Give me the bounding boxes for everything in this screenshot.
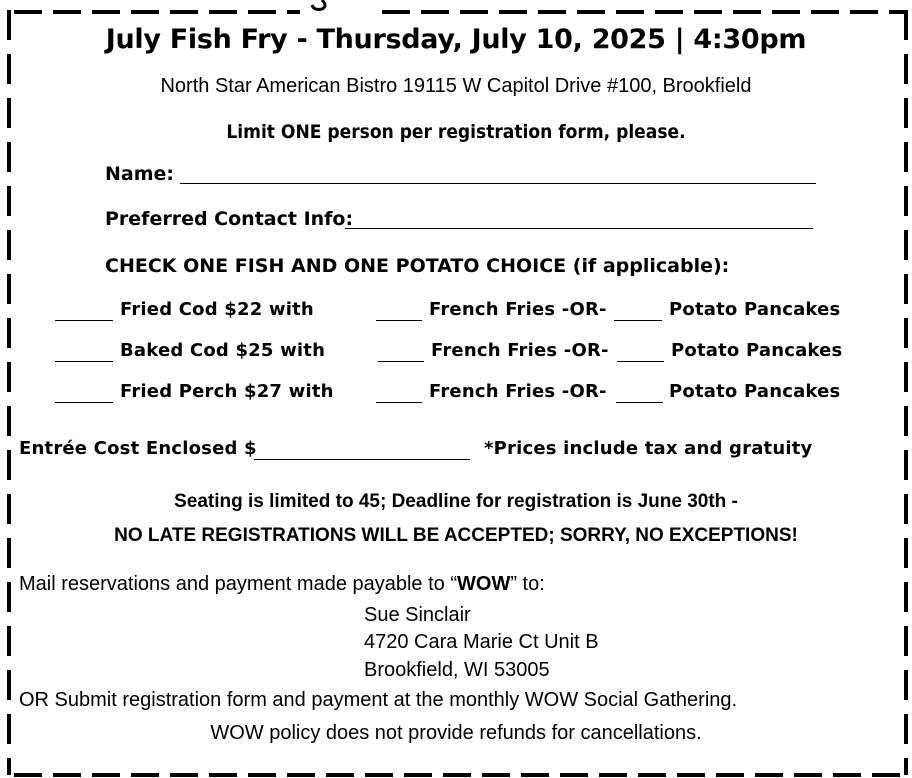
mail-prefix: Mail reservations and payment made payable to “ [19,573,458,595]
pancakes-option-1: Potato Pancakes [669,299,841,320]
contact-label: Preferred Contact Info: [105,208,354,230]
pancakes-option-2: Potato Pancakes [671,340,843,361]
fish-blank-3[interactable] [55,402,113,403]
cost-label: Entrée Cost Enclosed $ [19,438,257,459]
seating-note: Seating is limited to 45; Deadline for registration is June 30th - [174,491,738,512]
pancakes-blank-2[interactable] [617,361,664,362]
venue-address: North Star American Bistro 19115 W Capitol Drive #100, Brookfield [160,75,752,97]
mail-instruction [19,573,545,596]
fish-option-1: Fried Cod $22 with [120,299,314,320]
fish-option-3: Fried Perch $27 with [120,381,334,402]
mail-org: WOW [457,573,511,595]
mail-suffix: ” to: [510,573,545,595]
address-name: Sue Sinclair [364,604,471,626]
name-field[interactable] [180,183,816,184]
limit-note: Limit ONE person per registration form, please. [226,121,686,143]
fish-option-2: Baked Cod $25 with [120,340,326,361]
refund-note: WOW policy does not provide refunds for cancellations. [210,722,702,744]
prices-note: *Prices include tax and gratuity [484,438,813,459]
name-label: Name: [105,163,175,185]
choice-instruction: CHECK ONE FISH AND ONE POTATO CHOICE (if applicable): [105,255,730,277]
address-street: 4720 Cara Marie Ct Unit B [364,631,599,653]
late-registration-note: NO LATE REGISTRATIONS WILL BE ACCEPTED; SORRY, NO EXCEPTIONS! [114,525,798,546]
fries-blank-3[interactable] [376,402,422,403]
contact-field[interactable] [345,228,813,229]
fries-option-2: French Fries -OR- [431,340,609,361]
cost-field[interactable] [254,459,470,460]
pancakes-blank-1[interactable] [614,320,662,321]
pancakes-option-3: Potato Pancakes [669,381,841,402]
fries-option-3: French Fries -OR- [429,381,607,402]
submit-note: OR Submit registration form and payment at the monthly WOW Social Gathering. [19,689,738,711]
fries-option-1: French Fries -OR- [429,299,607,320]
event-heading: July Fish Fry - Thursday, July 10, 2025 | 4:30pm [105,24,807,55]
pancakes-blank-3[interactable] [616,402,663,403]
fries-blank-1[interactable] [376,320,422,321]
fish-blank-2[interactable] [55,361,113,362]
fish-blank-1[interactable] [55,320,113,321]
fries-blank-2[interactable] [378,361,424,362]
address-city: Brookfield, WI 53005 [364,659,550,681]
